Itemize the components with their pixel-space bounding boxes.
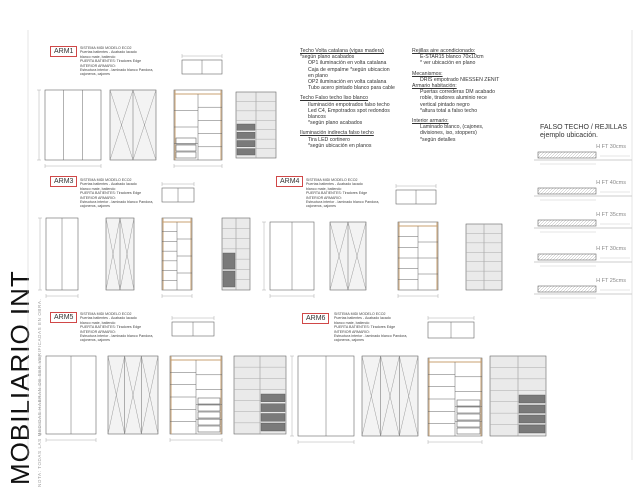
falso-techo-subtitle: ejemplo ubicación. — [540, 132, 598, 139]
note-item: DRIS empotrado NIESSEN ZENIT — [420, 76, 500, 83]
note-item: Laminado blanco, (cajones, — [420, 124, 484, 131]
note-heading: Interior armario: — [412, 118, 449, 125]
drawer-render — [237, 124, 255, 130]
spec-line: Estructura interior - laminado blanco Pandora, — [80, 200, 154, 205]
spec-line: Estructura interior - laminado blanco Pandora, — [80, 334, 154, 339]
drawer-box — [457, 407, 480, 413]
note-item: Caja de empalme *según ubicacion — [308, 66, 390, 73]
falso-techo-height: H FT 40cms — [596, 180, 626, 186]
spec-line: blanco mate, batiendo — [80, 186, 116, 191]
unit-tag-arm1: ARM1 — [50, 46, 77, 57]
falso-techo-height: H FT 30cms — [596, 246, 626, 252]
falso-techo-row — [532, 182, 632, 210]
note-item: en plano — [308, 72, 328, 79]
spec-line: INTERIOR ARMARIO: — [80, 195, 116, 200]
note-item: Led C4, Empotrados spot redondos — [308, 107, 390, 114]
drawer-box — [457, 414, 480, 420]
falso-techo-row — [532, 280, 632, 308]
drawer-render — [237, 132, 255, 138]
spec-line: INTERIOR ARMARIO: — [80, 329, 116, 334]
drawer-render — [223, 271, 235, 287]
spec-line: SISTEMA MIDI MODELO ECO2 — [80, 178, 132, 182]
page-title: MOBILIARIO INT — [5, 270, 35, 485]
page-subtitle: NOTA: TODAS LAS MEDIDAS HABRAN DE SER VERIFICADAS EN OBRA. — [37, 298, 42, 487]
falso-techo-height: H FT 35cms — [596, 212, 626, 218]
drawer-render — [519, 425, 545, 433]
spec-line: blanco mate, batiendo — [306, 186, 342, 191]
drawer-render — [237, 149, 255, 155]
note-item: vertical pintado negro — [420, 101, 470, 108]
spec-line: PUERTA BATIENTES: Tiradores Edge — [80, 191, 142, 196]
unit-tag-arm6: ARM6 — [302, 313, 329, 324]
spec-line: cajoneros, cajones — [334, 338, 364, 343]
wardrobe-front-elevation — [45, 90, 101, 160]
spec-line: Puertas batientes - Acabado lacado — [334, 316, 391, 321]
falso-techo-row — [532, 214, 632, 242]
falso-techo-row — [532, 146, 632, 174]
spec-line: PUERTA BATIENTES: Tiradores Edge — [334, 325, 396, 330]
drawer-render — [519, 395, 545, 403]
spec-line: Puertas batientes - Acabado lacado — [306, 182, 363, 187]
drawer-render — [261, 423, 285, 431]
drawer-box — [198, 419, 220, 425]
note-item: *según ubicación en planos — [308, 142, 372, 149]
spec-line: Puertas batientes - Acabado lacado — [80, 316, 137, 321]
spec-line: PUERTA BATIENTES: Tiradores Edge — [80, 325, 142, 330]
note-item: blancos — [308, 114, 326, 121]
note-heading: Mecanismos: — [412, 70, 443, 77]
spec-line: Puertas batientes - Acabado lacado — [80, 50, 137, 55]
drawer-box — [176, 138, 196, 144]
note-item: *según plano acabados — [308, 120, 363, 127]
note-heading: Rejillas aire acondicionado: — [412, 48, 476, 54]
spec-line: cajoneros, cajones — [80, 338, 110, 343]
drawer-render — [261, 414, 285, 422]
spec-line: SISTEMA MIDI MODELO ECO2 — [334, 312, 386, 316]
note-item: divisiones, iso, stoppers) — [420, 130, 477, 137]
drawer-render — [237, 141, 255, 147]
spec-line: INTERIOR ARMARIO: — [334, 329, 370, 334]
spec-line: blanco mate, batiendo — [334, 320, 370, 325]
drawer-box — [176, 145, 196, 151]
note-item: Tira LED cortinero — [308, 136, 350, 143]
falso-techo-row — [532, 248, 632, 276]
note-item: * ver ubicación en plano — [420, 60, 476, 67]
drawer-render — [223, 253, 235, 269]
note-item: *según plano acabados — [300, 54, 355, 61]
drawer-box — [198, 405, 220, 411]
drawer-box — [198, 412, 220, 418]
spec-line: PUERTA BATIENTES: Tiradores Edge — [80, 59, 142, 64]
drawer-box — [176, 152, 196, 158]
drawer-box — [457, 400, 480, 406]
falso-techo-height: H FT 30cms — [596, 144, 626, 150]
drawer-render — [261, 394, 285, 402]
spec-line: Estructura interior - laminado blanco Pandora, — [334, 334, 408, 339]
note-heading: Techo Volta catalana (vigas madera) — [300, 48, 384, 54]
spec-line: blanco mate, batiendo — [80, 54, 116, 59]
drawer-render — [519, 415, 545, 423]
drawer-render — [519, 405, 545, 413]
note-item: E-STAR15 blanco 70x10cm — [420, 54, 484, 61]
note-heading: Armario habitación: — [412, 83, 457, 90]
unit-tag-arm4: ARM4 — [276, 176, 303, 187]
drawer-box — [457, 428, 480, 434]
spec-line: SISTEMA MIDI MODELO ECO2 — [80, 46, 132, 50]
spec-line: PUERTA BATIENTES: Tiradores Edge — [306, 191, 368, 196]
note-heading: Iluminación indirecta falso techo — [300, 130, 374, 137]
spec-line: cajoneros, cajones — [80, 72, 110, 77]
note-heading: Techo Falso techo liso blanco — [300, 95, 369, 102]
drawer-render — [261, 404, 285, 412]
spec-line: Estructura interior - laminado blanco Pandora, — [80, 68, 154, 73]
spec-line: SISTEMA MIDI MODELO ECO2 — [80, 312, 132, 316]
unit-tag-arm3: ARM3 — [50, 176, 77, 187]
spec-line: INTERIOR ARMARIO: — [306, 195, 342, 200]
note-item: roble, tiradores aluminio rece — [420, 95, 487, 102]
note-item: OP1 iluminación en volta catalana — [308, 60, 387, 67]
drawer-box — [198, 426, 220, 432]
spec-line: blanco mate, batiendo — [80, 320, 116, 325]
drawer-box — [457, 421, 480, 427]
note-item: Iluminación empotrados falso techo — [308, 101, 390, 108]
falso-techo-title: FALSO TECHO / REJILLAS — [540, 124, 628, 131]
note-item: *altura total a falso techo — [420, 107, 478, 114]
spec-line: Estructura interior - laminado blanco Pandora, — [306, 200, 380, 205]
note-item: Puertas correderas DM acabado — [420, 89, 495, 96]
drawer-box — [198, 398, 220, 404]
spec-line: INTERIOR ARMARIO: — [80, 63, 116, 68]
spec-line: Puertas batientes - Acabado lacado — [80, 182, 137, 187]
falso-techo-height: H FT 25cms — [596, 278, 626, 284]
spec-line: SISTEMA MIDI MODELO ECO2 — [306, 178, 358, 182]
note-item: *según detalles — [420, 136, 456, 143]
unit-tag-arm5: ARM5 — [50, 312, 77, 323]
spec-line: cajoneros, cajones — [80, 204, 110, 209]
spec-line: cajoneros, cajones — [306, 204, 336, 209]
note-item: OP2 iluminación en volta catalana — [308, 79, 387, 86]
note-item: Tubo acero pintado blanco para cable — [308, 85, 395, 92]
